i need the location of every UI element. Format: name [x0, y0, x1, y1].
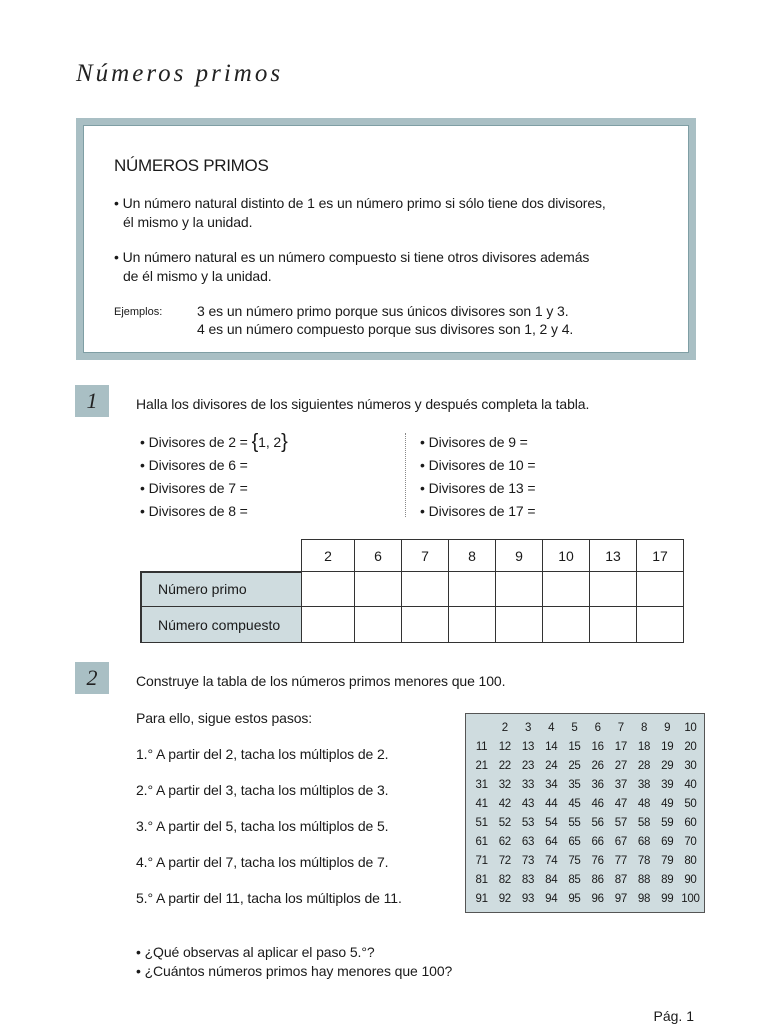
grid-number-cell[interactable]: 67 [614, 835, 627, 848]
divisors-item: • Divisores de 9 = [420, 434, 528, 450]
exercise-2-instruction: Construye la tabla de los números primos menores que 100. [136, 673, 506, 689]
grid-number-cell[interactable]: 6 [594, 721, 601, 734]
classification-table [140, 539, 684, 643]
grid-number-cell[interactable]: 82 [498, 873, 511, 886]
grid-number-cell[interactable]: 64 [545, 835, 558, 848]
divisors-answer: 1, 2 [258, 434, 282, 450]
grid-number-cell[interactable]: 37 [614, 778, 627, 791]
grid-number-cell[interactable]: 61 [475, 835, 488, 848]
step-item: 4.° A partir del 7, tacha los múltiplos de 7. [136, 854, 389, 870]
brace-close: } [281, 431, 288, 453]
grid-row [470, 718, 702, 737]
grid-number-cell[interactable]: 10 [684, 721, 697, 734]
grid-number-cell[interactable]: 50 [684, 797, 697, 810]
table-row-composite [141, 607, 684, 643]
grid-number-cell[interactable]: 93 [521, 892, 535, 905]
page-title: Números primos [76, 60, 284, 87]
grid-number-cell[interactable]: 94 [545, 892, 558, 905]
grid-number-cell[interactable]: 30 [684, 759, 697, 772]
grid-number-cell[interactable]: 12 [498, 740, 511, 753]
divisors-item: • Divisores de 6 = [140, 457, 248, 473]
grid-number-cell[interactable]: 83 [521, 873, 535, 886]
grid-number-cell[interactable]: 49 [661, 797, 674, 810]
grid-number-cell[interactable]: 85 [568, 873, 581, 886]
grid-number-cell[interactable]: 40 [684, 778, 697, 791]
definition-bullet-composite [114, 248, 589, 286]
grid-number-cell[interactable]: 43 [521, 797, 535, 810]
grid-number-cell[interactable]: 4 [548, 721, 555, 734]
exercise-2-badge: 2 [75, 662, 109, 694]
grid-number-cell[interactable]: 69 [661, 835, 674, 848]
grid-number-cell[interactable]: 100 [681, 892, 700, 905]
grid-number-cell[interactable]: 63 [521, 835, 535, 848]
grid-number-cell[interactable]: 41 [475, 797, 488, 810]
grid-number-cell[interactable]: 7 [617, 721, 624, 734]
grid-number-cell[interactable]: 57 [614, 816, 627, 829]
grid-number-cell[interactable]: 32 [498, 778, 511, 791]
question-item: • ¿Cuántos números primos hay menores que 100? [136, 963, 453, 979]
grid-number-cell[interactable]: 23 [521, 759, 535, 772]
grid-number-cell[interactable]: 80 [684, 854, 697, 867]
grid-number-cell[interactable]: 9 [664, 721, 671, 734]
table-header-cell: 2 [302, 540, 355, 572]
row-label-composite: Número compuesto [141, 607, 302, 643]
table-header-cell: 10 [543, 540, 590, 572]
grid-number-cell[interactable]: 13 [521, 740, 535, 753]
grid-number-cell[interactable]: 20 [684, 740, 697, 753]
grid-number-cell[interactable]: 68 [637, 835, 651, 848]
step-item: 5.° A partir del 11, tacha los múltiplos de 11. [136, 890, 402, 906]
page-number: Pág. 1 [653, 1008, 694, 1024]
grid-number-cell[interactable]: 98 [637, 892, 651, 905]
grid-number-cell[interactable]: 46 [591, 797, 604, 810]
grid-number-cell[interactable]: 58 [637, 816, 651, 829]
grid-number-cell[interactable]: 74 [545, 854, 558, 867]
grid-number-cell[interactable]: 87 [614, 873, 627, 886]
table-header-cell: 8 [449, 540, 496, 572]
grid-number-cell[interactable]: 89 [661, 873, 674, 886]
grid-number-cell[interactable]: 71 [475, 854, 488, 867]
grid-number-cell[interactable]: 5 [571, 721, 578, 734]
answer-cell[interactable] [402, 572, 449, 607]
definition-box-inner [83, 125, 689, 353]
grid-number-cell[interactable]: 84 [545, 873, 558, 886]
grid-number-cell[interactable]: 14 [545, 740, 558, 753]
grid-number-cell[interactable]: 72 [498, 854, 511, 867]
definition-bullet-prime-line2: él mismo y la unidad. [123, 214, 253, 230]
grid-number-cell[interactable]: 75 [568, 854, 581, 867]
grid-number-cell[interactable]: 92 [498, 892, 511, 905]
grid-number-cell[interactable]: 78 [637, 854, 651, 867]
answer-cell[interactable] [496, 572, 543, 607]
definition-box [76, 118, 696, 360]
answer-cell[interactable] [496, 607, 543, 643]
grid-row [470, 756, 702, 775]
divisors-left-list [140, 431, 288, 523]
table-row-prime [141, 572, 684, 607]
step-item: 3.° A partir del 5, tacha los múltiplos de 5. [136, 818, 389, 834]
table-header-row [141, 540, 684, 572]
definition-bullet-prime-line1: • Un número natural distinto de 1 es un número primo si sólo tiene dos divisores, [114, 195, 606, 211]
grid-number-cell[interactable]: 3 [524, 721, 532, 734]
grid-number-cell[interactable]: 73 [521, 854, 535, 867]
answer-cell[interactable] [355, 607, 402, 643]
grid-row [470, 775, 702, 794]
grid-row [470, 832, 702, 851]
answer-cell[interactable] [590, 607, 637, 643]
grid-row [470, 870, 702, 889]
grid-number-cell[interactable]: 35 [568, 778, 581, 791]
answer-cell[interactable] [590, 572, 637, 607]
grid-number-cell[interactable]: 96 [591, 892, 604, 905]
grid-number-cell[interactable]: 8 [640, 721, 648, 734]
grid-number-cell[interactable]: 26 [591, 759, 604, 772]
row-label-prime: Número primo [141, 572, 302, 607]
exercise-2-intro: Para ello, sigue estos pasos: [136, 710, 313, 726]
answer-cell[interactable] [637, 572, 684, 607]
grid-number-cell[interactable]: 48 [637, 797, 651, 810]
grid-number-cell[interactable]: 44 [545, 797, 558, 810]
grid-row [470, 889, 702, 908]
table-corner [141, 540, 302, 572]
grid-number-cell[interactable]: 86 [591, 873, 604, 886]
divisors-item: • Divisores de 7 = [140, 480, 248, 496]
column-separator [405, 433, 406, 517]
grid-number-cell[interactable]: 22 [498, 759, 511, 772]
definition-title: NÚMEROS PRIMOS [114, 156, 269, 175]
grid-number-cell[interactable]: 90 [684, 873, 697, 886]
grid-number-cell[interactable]: 56 [591, 816, 604, 829]
grid-number-cell[interactable]: 79 [661, 854, 674, 867]
divisors-right-list [420, 431, 535, 523]
answer-cell[interactable] [449, 572, 496, 607]
table-header-cell: 7 [402, 540, 449, 572]
grid-number-cell[interactable]: 51 [475, 816, 488, 829]
grid-number-cell[interactable]: 31 [475, 778, 488, 791]
grid-number-cell[interactable]: 77 [614, 854, 627, 867]
number-grid-rows [470, 718, 702, 908]
grid-row [470, 813, 702, 832]
grid-number-cell[interactable]: 42 [498, 797, 511, 810]
grid-number-cell[interactable]: 47 [614, 797, 627, 810]
answer-cell[interactable] [402, 607, 449, 643]
grid-number-cell[interactable]: 38 [637, 778, 651, 791]
brace-open: { [251, 431, 259, 453]
table-header-cell: 13 [590, 540, 637, 572]
grid-number-cell[interactable]: 52 [498, 816, 511, 829]
grid-number-cell[interactable]: 81 [475, 873, 488, 886]
grid-number-cell[interactable]: 95 [568, 892, 581, 905]
step-item: 1.° A partir del 2, tacha los múltiplos de 2. [136, 746, 389, 762]
grid-number-cell[interactable]: 29 [661, 759, 674, 772]
grid-number-cell[interactable]: 88 [637, 873, 651, 886]
grid-number-cell[interactable]: 36 [591, 778, 604, 791]
exercise-1-instruction: Halla los divisores de los siguientes números y después completa la tabla. [136, 396, 590, 412]
grid-number-cell[interactable]: 27 [614, 759, 627, 772]
grid-number-cell[interactable]: 34 [545, 778, 558, 791]
grid-row [470, 794, 702, 813]
examples-list [197, 302, 573, 338]
example-prime: 3 es un número primo porque sus únicos divisores son 1 y 3. [197, 303, 569, 319]
answer-cell[interactable] [637, 607, 684, 643]
grid-number-cell[interactable]: 19 [661, 740, 674, 753]
question-item: • ¿Qué observas al aplicar el paso 5.°? [136, 944, 375, 960]
grid-number-cell[interactable]: 91 [475, 892, 488, 905]
grid-number-cell[interactable]: 39 [661, 778, 674, 791]
grid-number-cell[interactable]: 15 [568, 740, 581, 753]
grid-number-cell[interactable]: 24 [545, 759, 558, 772]
number-grid [465, 713, 705, 913]
grid-number-cell[interactable]: 33 [521, 778, 535, 791]
examples-label: Ejemplos: [114, 306, 163, 318]
grid-number-cell[interactable]: 18 [637, 740, 651, 753]
grid-number-cell[interactable]: 17 [614, 740, 627, 753]
table-header-cell: 6 [355, 540, 402, 572]
questions-list [136, 943, 452, 981]
grid-number-cell[interactable]: 60 [684, 816, 697, 829]
definition-bullet-prime [114, 194, 606, 232]
grid-number-cell[interactable]: 25 [568, 759, 581, 772]
grid-number-cell[interactable]: 2 [501, 721, 508, 734]
grid-number-cell[interactable]: 55 [568, 816, 581, 829]
grid-number-cell[interactable]: 16 [591, 740, 604, 753]
grid-row [470, 851, 702, 870]
divisors-item-label: • Divisores de 2 = [140, 434, 252, 450]
divisors-item: • Divisores de 8 = [140, 503, 248, 519]
grid-row [470, 737, 702, 756]
answer-cell[interactable] [302, 607, 355, 643]
answer-cell[interactable] [543, 607, 590, 643]
grid-number-cell[interactable]: 62 [498, 835, 511, 848]
grid-number-cell[interactable]: 65 [568, 835, 581, 848]
step-item: 2.° A partir del 3, tacha los múltiplos de 3. [136, 782, 389, 798]
grid-number-cell[interactable]: 66 [591, 835, 604, 848]
grid-number-cell[interactable]: 59 [661, 816, 674, 829]
answer-cell[interactable] [449, 607, 496, 643]
divisors-item: • Divisores de 10 = [420, 457, 536, 473]
grid-number-cell[interactable]: 97 [614, 892, 627, 905]
divisors-item: • Divisores de 17 = [420, 503, 536, 519]
grid-number-cell[interactable]: 28 [637, 759, 651, 772]
definition-bullet-composite-line1: • Un número natural es un número compuesto si tiene otros divisores además [114, 249, 590, 265]
divisors-item: • Divisores de 13 = [420, 480, 536, 496]
grid-number-cell[interactable]: 54 [545, 816, 558, 829]
table-header-cell: 17 [637, 540, 684, 572]
exercise-1-badge: 1 [75, 385, 109, 417]
grid-number-cell[interactable]: 45 [568, 797, 581, 810]
divisors-item [140, 431, 288, 454]
grid-number-cell[interactable]: 70 [684, 835, 697, 848]
grid-number-cell[interactable]: 76 [591, 854, 604, 867]
grid-number-cell[interactable]: 53 [521, 816, 535, 829]
answer-cell[interactable] [302, 572, 355, 607]
grid-number-cell[interactable]: 99 [661, 892, 674, 905]
grid-number-cell[interactable]: 21 [475, 759, 488, 772]
answer-cell[interactable] [543, 572, 590, 607]
grid-number-cell[interactable]: 11 [475, 740, 488, 753]
answer-cell[interactable] [355, 572, 402, 607]
table-header-cell: 9 [496, 540, 543, 572]
definition-bullet-composite-line2: de él mismo y la unidad. [123, 268, 272, 284]
example-composite: 4 es un número compuesto porque sus divisores son 1, 2 y 4. [197, 321, 574, 337]
